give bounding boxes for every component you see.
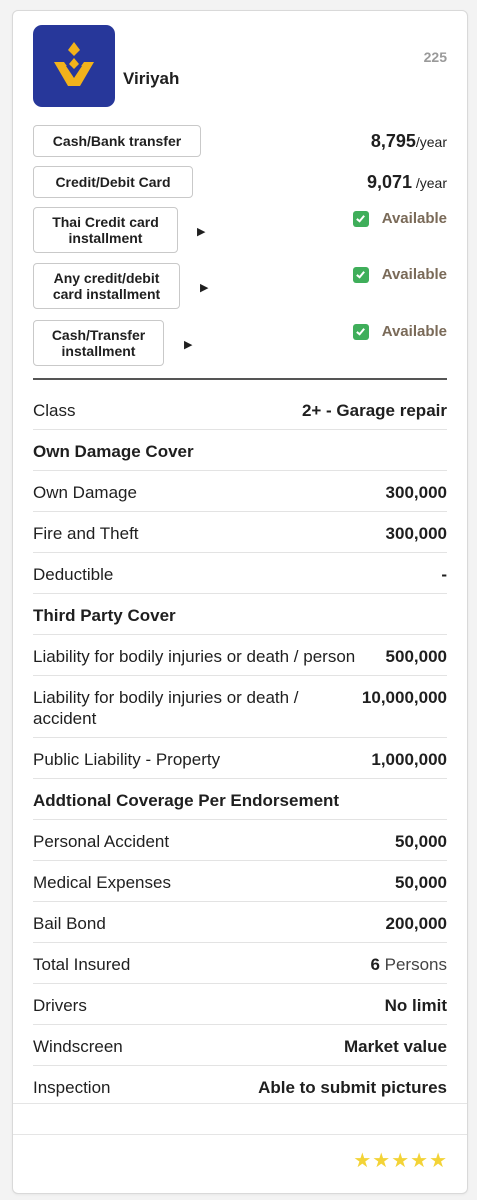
- section-heading-own-damage: Own Damage Cover: [33, 430, 447, 471]
- section-heading-third-party: Third Party Cover: [33, 594, 447, 635]
- brand-name: Viriyah: [123, 69, 180, 88]
- cash-transfer-installment-button[interactable]: Cash/Transfer installment: [33, 320, 164, 366]
- payment-row-cash-bank: [33, 125, 447, 159]
- section-divider: [33, 378, 447, 380]
- availability-thai-credit: Available: [353, 210, 447, 227]
- detail-row-total-insured: Total Insured 6 Persons: [33, 943, 447, 984]
- checkmark-icon: [353, 324, 369, 340]
- any-credit-debit-installment-button[interactable]: Any credit/debit card installment: [33, 263, 180, 309]
- card-header: [33, 25, 447, 109]
- star-icon: ★: [391, 1150, 410, 1172]
- availability-cash-transfer: Available: [353, 323, 447, 340]
- credit-debit-card-button[interactable]: Credit/Debit Card: [33, 166, 193, 198]
- footer-divider: [13, 1103, 467, 1104]
- coverage-details: [33, 389, 447, 1106]
- payment-row-thai-credit-installment: [33, 207, 447, 257]
- footer-divider: [13, 1134, 467, 1135]
- detail-row-class: Class 2+ - Garage repair: [33, 389, 447, 430]
- detail-row-deductible: Deductible -: [33, 553, 447, 594]
- caret-right-icon[interactable]: ▶: [197, 226, 206, 238]
- caret-right-icon[interactable]: ▶: [200, 282, 209, 294]
- detail-row-public-liability: Public Liability - Property 1,000,000: [33, 738, 447, 779]
- section-heading-additional-coverage: Addtional Coverage Per Endorsement: [33, 779, 447, 820]
- detail-row-liability-person: Liability for bodily injuries or death / person 500,000: [33, 635, 447, 676]
- detail-row-drivers: Drivers No limit: [33, 984, 447, 1025]
- detail-row-windscreen: Windscreen Market value: [33, 1025, 447, 1066]
- detail-row-inspection: Inspection Able to submit pictures: [33, 1078, 447, 1097]
- star-icon: ★: [353, 1150, 372, 1172]
- payment-row-cash-transfer-installment: [33, 320, 447, 370]
- cash-bank-transfer-button[interactable]: Cash/Bank transfer: [33, 125, 201, 157]
- detail-row-fire-theft: Fire and Theft 300,000: [33, 512, 447, 553]
- caret-right-icon[interactable]: ▶: [184, 339, 193, 351]
- checkmark-icon: [353, 267, 369, 283]
- viriyah-logo: [33, 25, 115, 107]
- star-icon: ★: [372, 1150, 391, 1172]
- star-icon: ★: [429, 1150, 447, 1172]
- payment-row-credit-debit: [33, 166, 447, 200]
- checkmark-icon: [353, 211, 369, 227]
- insurance-offer-card: [12, 10, 468, 1194]
- payment-row-any-card-installment: [33, 263, 447, 313]
- price-cash-bank: 8,795/year: [370, 131, 447, 151]
- detail-row-bail-bond: Bail Bond 200,000: [33, 902, 447, 943]
- price-credit-debit: 9,071 /year: [366, 172, 447, 192]
- rating-stars: [353, 1151, 447, 1171]
- detail-row-liability-accident: Liability for bodily injuries or death / accident 10,000,000: [33, 676, 447, 738]
- star-icon: ★: [410, 1150, 429, 1172]
- detail-row-own-damage: Own Damage 300,000: [33, 471, 447, 512]
- availability-any-card: Available: [353, 266, 447, 283]
- thai-credit-card-installment-button[interactable]: Thai Credit card installment: [33, 207, 178, 253]
- detail-row-medical-expenses: Medical Expenses 50,000: [33, 861, 447, 902]
- card-number: 225: [423, 49, 447, 65]
- detail-row-personal-accident: Personal Accident 50,000: [33, 820, 447, 861]
- viriyah-emblem-icon: [44, 36, 104, 96]
